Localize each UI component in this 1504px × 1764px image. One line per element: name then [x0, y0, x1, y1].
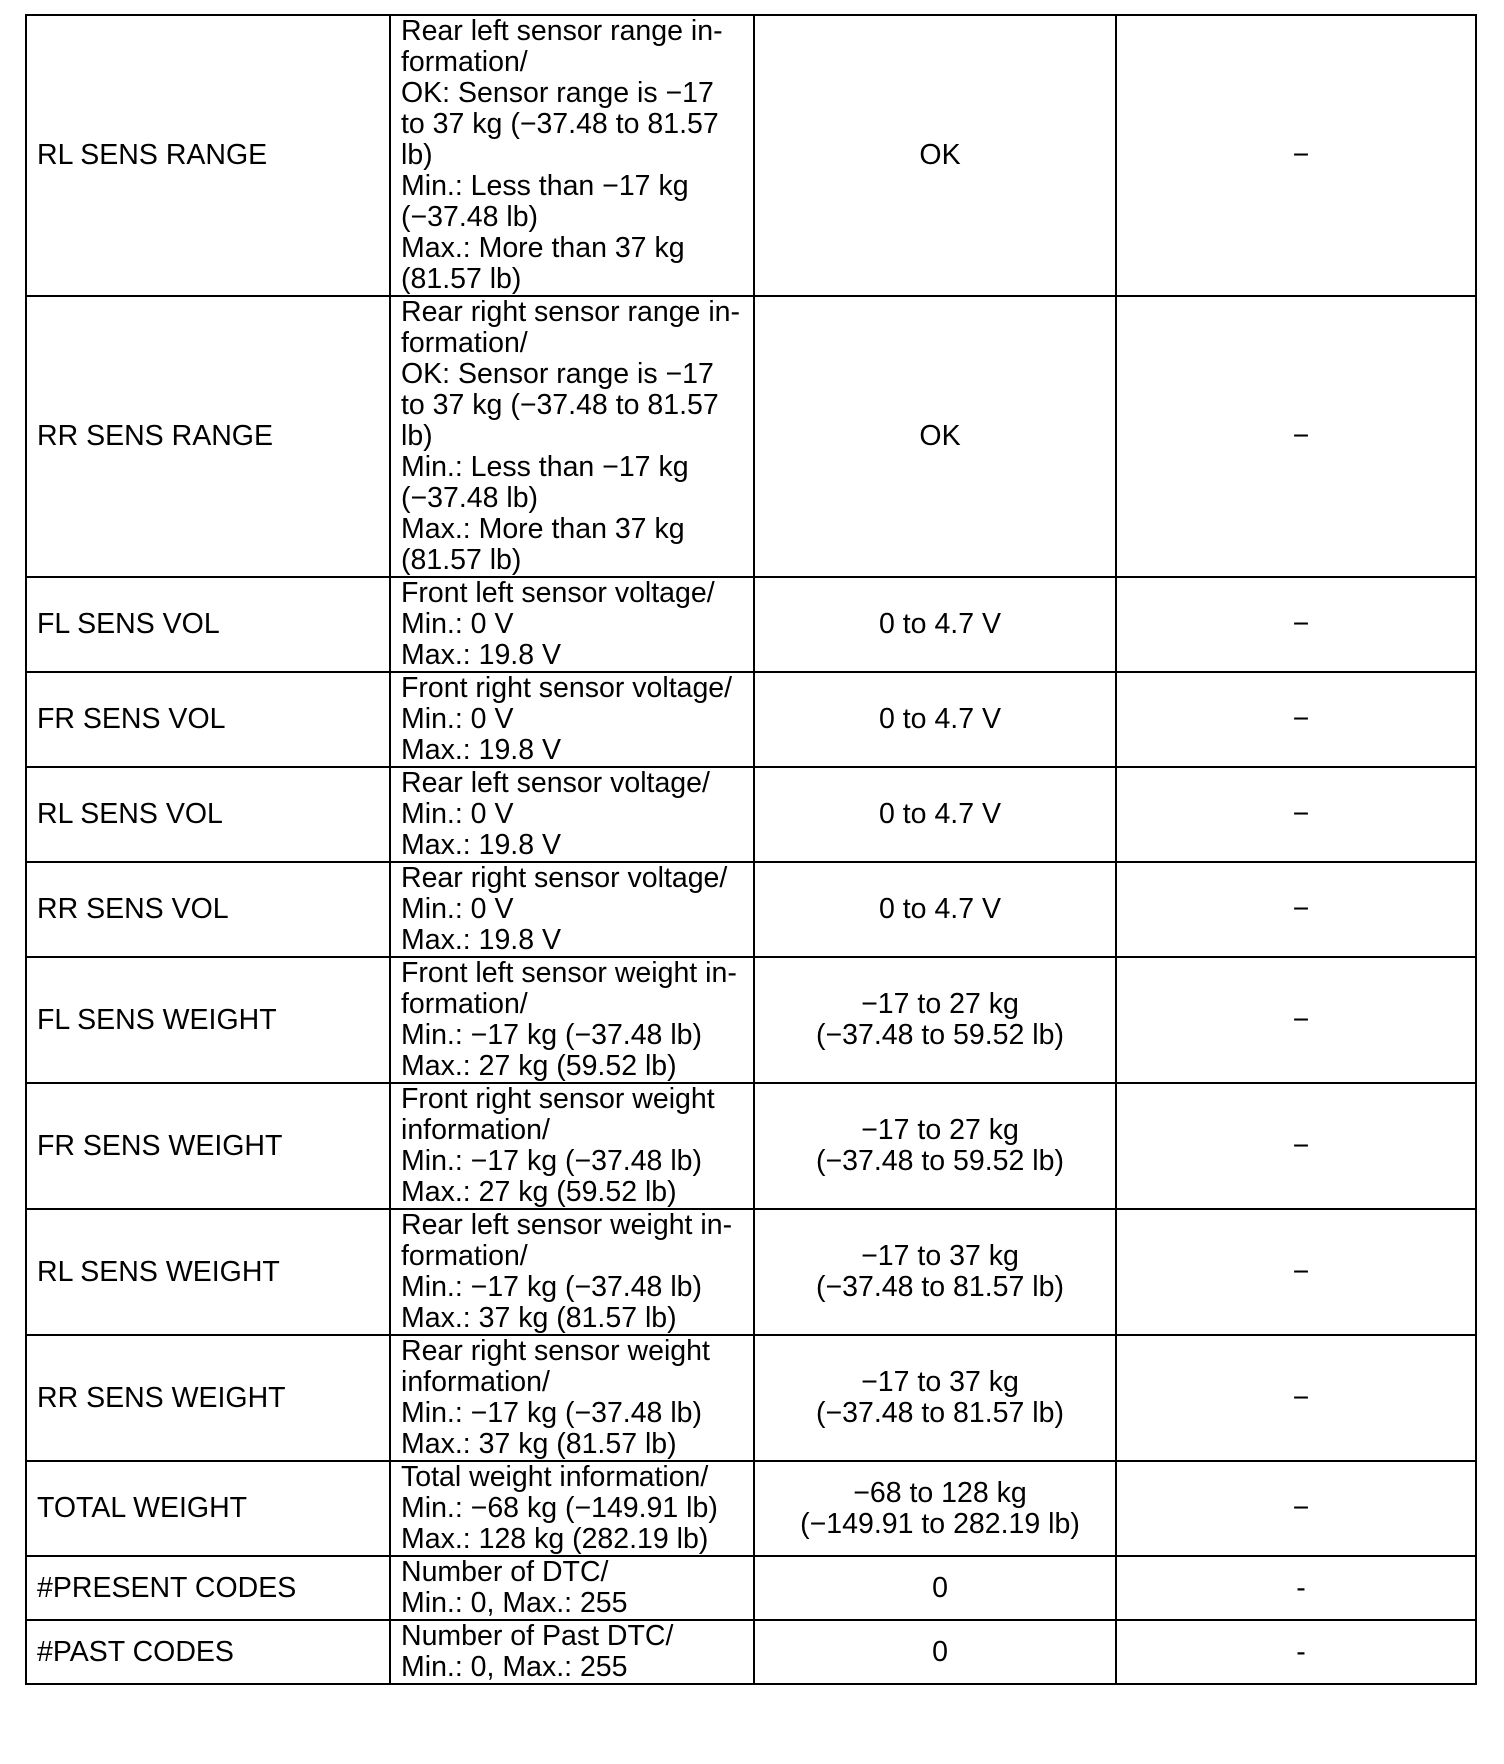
measurement-range-cell: [390, 1556, 754, 1620]
description-line: Rear right sensor range in-: [401, 296, 740, 328]
normal-condition-line: −17 to 27 kg: [861, 1114, 1019, 1146]
measurement-range-cell: [390, 1209, 754, 1335]
normal-condition-cell: [754, 767, 1116, 862]
table-row: [26, 672, 1476, 767]
description-line: OK: Sensor range is −17: [401, 77, 714, 109]
normal-condition-line: 0 to 4.7 V: [878, 608, 1001, 640]
item-name-cell: RL SENS VOL: [26, 767, 390, 862]
normal-condition-line: −17 to 37 kg: [861, 1240, 1019, 1272]
diagnostic-note-cell: −: [1116, 767, 1476, 862]
description-line: formation/: [401, 46, 528, 78]
table-row: [26, 767, 1476, 862]
normal-condition-cell: [754, 672, 1116, 767]
normal-condition-cell: [754, 1083, 1116, 1209]
description-line: Max.: 37 kg (81.57 lb): [401, 1428, 677, 1460]
measurement-range-cell: [390, 862, 754, 957]
table-row: [26, 1461, 1476, 1556]
description-line: to 37 kg (−37.48 to 81.57: [401, 389, 719, 421]
normal-condition-line: 0 to 4.7 V: [878, 703, 1001, 735]
normal-condition-line: 0 to 4.7 V: [878, 798, 1001, 830]
description-line: Max.: 27 kg (59.52 lb): [401, 1050, 677, 1082]
item-name-cell: RL SENS WEIGHT: [26, 1209, 390, 1335]
description-line: Max.: 27 kg (59.52 lb): [401, 1176, 677, 1208]
normal-condition-line: (−37.48 to 59.52 lb): [816, 1145, 1064, 1177]
description-line: Min.: −17 kg (−37.48 lb): [401, 1145, 703, 1177]
normal-condition-line: OK: [919, 139, 961, 171]
description-line: (−37.48 lb): [401, 201, 539, 233]
normal-condition-line: −17 to 27 kg: [861, 988, 1019, 1020]
description-line: Front right sensor voltage/: [401, 672, 733, 704]
description-line: Rear right sensor weight: [401, 1335, 710, 1367]
description-line: Max.: 37 kg (81.57 lb): [401, 1302, 677, 1334]
description-line: Max.: 19.8 V: [401, 639, 561, 671]
diagnostic-note-cell: -: [1116, 1556, 1476, 1620]
description-line: Min.: Less than −17 kg: [401, 170, 689, 202]
description-line: Rear left sensor weight in-: [401, 1209, 733, 1241]
description-line: Min.: −17 kg (−37.48 lb): [401, 1397, 703, 1429]
description-line: (81.57 lb): [401, 544, 522, 576]
description-line: Max.: More than 37 kg: [401, 513, 685, 545]
table-row: [26, 1556, 1476, 1620]
item-name-cell: RR SENS VOL: [26, 862, 390, 957]
measurement-range-cell: [390, 957, 754, 1083]
description-line: Max.: 19.8 V: [401, 829, 561, 861]
table-row: [26, 577, 1476, 672]
table-row: [26, 1620, 1476, 1684]
diagnostic-note-cell: -: [1116, 1620, 1476, 1684]
description-line: Front right sensor weight: [401, 1083, 715, 1115]
table-row: [26, 296, 1476, 577]
item-name-cell: FL SENS VOL: [26, 577, 390, 672]
diagnostic-note-cell: −: [1116, 672, 1476, 767]
item-name-cell: FR SENS WEIGHT: [26, 1083, 390, 1209]
diagnostic-note-cell: −: [1116, 1461, 1476, 1556]
normal-condition-line: (−149.91 to 282.19 lb): [800, 1507, 1080, 1540]
normal-condition-line: OK: [919, 420, 961, 452]
normal-condition-cell: [754, 1209, 1116, 1335]
item-name-cell: RR SENS RANGE: [26, 296, 390, 577]
description-line: to 37 kg (−37.48 to 81.57: [401, 108, 719, 140]
description-line: Max.: 19.8 V: [401, 734, 561, 766]
table-row: [26, 15, 1476, 296]
item-name-cell: TOTAL WEIGHT: [26, 1461, 390, 1556]
description-line: Min.: 0 V: [401, 703, 514, 735]
normal-condition-cell: [754, 957, 1116, 1083]
normal-condition-cell: [754, 1335, 1116, 1461]
table-row: [26, 957, 1476, 1083]
description-line: information/: [401, 1114, 550, 1146]
normal-condition-cell: [754, 1461, 1116, 1556]
description-line: Rear right sensor voltage/: [401, 862, 728, 894]
diagnostic-note-cell: −: [1116, 296, 1476, 577]
measurement-range-cell: [390, 296, 754, 577]
description-line: Min.: −17 kg (−37.48 lb): [401, 1271, 703, 1303]
measurement-range-cell: [390, 1461, 754, 1556]
diagnostic-note-cell: −: [1116, 862, 1476, 957]
description-line: Min.: −17 kg (−37.48 lb): [401, 1019, 703, 1051]
table-row: [26, 862, 1476, 957]
description-line: (81.57 lb): [401, 263, 522, 295]
description-line: Total weight information/: [401, 1461, 709, 1493]
description-line: formation/: [401, 988, 528, 1020]
item-name-cell: FR SENS VOL: [26, 672, 390, 767]
diagnostic-note-cell: −: [1116, 957, 1476, 1083]
diagnostic-note-cell: −: [1116, 577, 1476, 672]
description-line: Rear left sensor range in-: [401, 15, 723, 47]
normal-condition-line: −17 to 37 kg: [861, 1366, 1019, 1398]
description-line: information/: [401, 1366, 550, 1398]
description-line: Rear left sensor voltage/: [401, 767, 710, 799]
table-row: [26, 1209, 1476, 1335]
description-line: lb): [401, 420, 433, 452]
normal-condition-line: (−37.48 to 81.57 lb): [816, 1271, 1064, 1303]
description-line: Max.: More than 37 kg: [401, 232, 685, 264]
description-line: Min.: 0 V: [401, 893, 514, 925]
diagnostic-note-cell: −: [1116, 1083, 1476, 1209]
measurement-range-cell: [390, 672, 754, 767]
normal-condition-line: (−37.48 to 81.57 lb): [816, 1397, 1064, 1429]
measurement-range-cell: [390, 1335, 754, 1461]
table-body: [26, 15, 1476, 1684]
normal-condition-cell: [754, 1556, 1116, 1620]
description-line: formation/: [401, 327, 528, 359]
normal-condition-line: −68 to 128 kg: [853, 1476, 1027, 1509]
description-line: Min.: 0, Max.: 255: [401, 1587, 628, 1619]
item-name-cell: #PRESENT CODES: [26, 1556, 390, 1620]
description-line: Front left sensor weight in-: [401, 957, 737, 989]
normal-condition-line: (−37.48 to 59.52 lb): [816, 1019, 1064, 1051]
normal-condition-cell: [754, 862, 1116, 957]
description-line: Max.: 19.8 V: [401, 924, 561, 956]
normal-condition-line: 0: [932, 1635, 948, 1668]
description-line: Min.: −68 kg (−149.91 lb): [401, 1492, 718, 1524]
diagnostic-note-cell: −: [1116, 1209, 1476, 1335]
normal-condition-line: 0: [932, 1571, 948, 1604]
diagnostic-note-cell: −: [1116, 1335, 1476, 1461]
description-line: Min.: Less than −17 kg: [401, 451, 689, 483]
description-line: Min.: 0 V: [401, 608, 514, 640]
item-name-cell: FL SENS WEIGHT: [26, 957, 390, 1083]
description-line: formation/: [401, 1240, 528, 1272]
measurement-range-cell: [390, 577, 754, 672]
normal-condition-line: 0 to 4.7 V: [878, 893, 1001, 925]
measurement-range-cell: [390, 767, 754, 862]
diagnostic-note-cell: −: [1116, 15, 1476, 296]
description-line: OK: Sensor range is −17: [401, 358, 714, 390]
description-line: Min.: 0 V: [401, 798, 514, 830]
description-line: lb): [401, 139, 433, 171]
description-line: Max.: 128 kg (282.19 lb): [401, 1523, 709, 1555]
description-line: Number of Past DTC/: [401, 1620, 674, 1652]
measurement-range-cell: [390, 1620, 754, 1684]
item-name-cell: RL SENS RANGE: [26, 15, 390, 296]
data-list-table: [25, 14, 1477, 1685]
normal-condition-cell: [754, 296, 1116, 577]
normal-condition-cell: [754, 577, 1116, 672]
measurement-range-cell: [390, 1083, 754, 1209]
measurement-range-cell: [390, 15, 754, 296]
table-row: [26, 1335, 1476, 1461]
item-name-cell: #PAST CODES: [26, 1620, 390, 1684]
table-row: [26, 1083, 1476, 1209]
normal-condition-cell: [754, 1620, 1116, 1684]
normal-condition-cell: [754, 15, 1116, 296]
item-name-cell: RR SENS WEIGHT: [26, 1335, 390, 1461]
description-line: Number of DTC/: [401, 1556, 609, 1588]
description-line: Front left sensor voltage/: [401, 577, 715, 609]
description-line: Min.: 0, Max.: 255: [401, 1651, 628, 1683]
description-line: (−37.48 lb): [401, 482, 539, 514]
